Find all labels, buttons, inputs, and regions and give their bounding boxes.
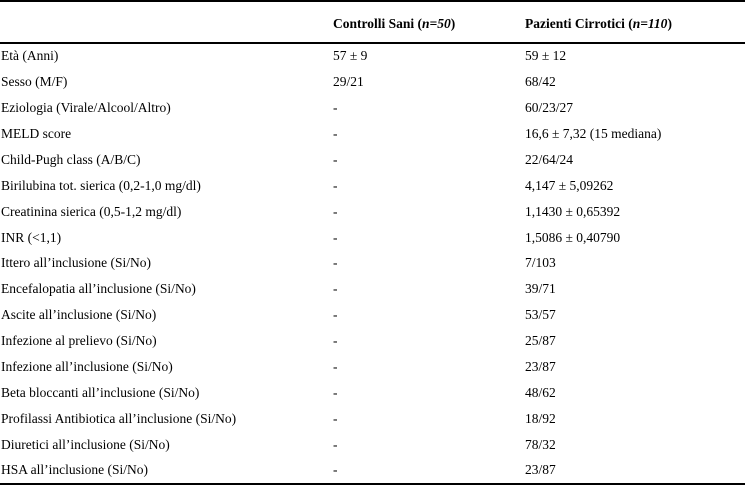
table-row [0, 225, 745, 251]
row-controls-value: - [333, 177, 338, 193]
table-row [0, 354, 745, 380]
patients-n: n=110 [632, 16, 668, 31]
header-cell-controls [333, 1, 525, 43]
row-patients-value: 23/87 [525, 458, 745, 484]
table-row [0, 199, 745, 225]
table-row [0, 147, 745, 173]
table-row [0, 276, 745, 302]
row-label: Creatinina sierica (0,5-1,2 mg/dl) [1, 203, 182, 219]
row-controls-value: - [333, 151, 338, 167]
row-label: Birilubina tot. sierica (0,2-1,0 mg/dl) [1, 177, 201, 193]
row-label: Ittero all’inclusione (Si/No) [1, 255, 151, 271]
controls-n: n=50 [422, 16, 451, 31]
row-controls-value: - [333, 307, 338, 323]
row-controls-value: - [333, 458, 525, 484]
table-row [0, 69, 745, 95]
controls-label: Controlli Sani ( [333, 16, 423, 31]
table-body [0, 43, 745, 484]
table-row [0, 432, 745, 458]
row-label: Encefalopatia all’inclusione (Si/No) [1, 281, 196, 297]
row-patients-value: 1,5086 ± 0,40790 [525, 229, 621, 245]
row-label: INR (<1,1) [1, 229, 62, 245]
row-controls-value: - [333, 125, 338, 141]
row-patients-value: 18/92 [525, 411, 556, 427]
row-label: Profilassi Antibiotica all’inclusione (Si/No) [1, 411, 237, 427]
row-controls-value: - [333, 333, 338, 349]
table-row [0, 380, 745, 406]
table-row [0, 302, 745, 328]
row-controls-value: - [333, 203, 338, 219]
row-controls-value: 29/21 [333, 73, 364, 89]
controls-close: ) [450, 16, 456, 31]
row-controls-value: - [333, 229, 338, 245]
row-label: Diuretici all’inclusione (Si/No) [1, 437, 170, 453]
table-row [0, 406, 745, 432]
row-patients-value: 16,6 ± 7,32 (15 mediana) [525, 125, 662, 141]
row-patients-value: 25/87 [525, 333, 556, 349]
row-patients-value: 48/62 [525, 385, 556, 401]
row-label: Età (Anni) [1, 48, 59, 64]
row-controls-value: - [333, 437, 338, 453]
patients-label: Pazienti Cirrotici ( [525, 16, 633, 31]
header-cell-patients [525, 1, 745, 43]
row-label: Infezione all’inclusione (Si/No) [1, 359, 173, 375]
row-controls-value: - [333, 99, 338, 115]
table-row [0, 251, 745, 277]
table-row [0, 121, 745, 147]
header-cell-empty [0, 1, 333, 43]
row-patients-value: 53/57 [525, 307, 556, 323]
table-row [0, 458, 745, 484]
row-controls-value: - [333, 281, 338, 297]
table-row [0, 43, 745, 69]
row-patients-value: 68/42 [525, 73, 556, 89]
row-patients-value: 23/87 [525, 359, 556, 375]
table-row [0, 328, 745, 354]
row-label: Eziologia (Virale/Alcool/Altro) [1, 99, 171, 115]
row-label: Sesso (M/F) [1, 73, 68, 89]
row-patients-value: 4,147 ± 5,09262 [525, 177, 614, 193]
row-patients-value: 78/32 [525, 437, 556, 453]
row-patients-value: 39/71 [525, 281, 556, 297]
header-row [0, 1, 745, 43]
table-row [0, 173, 745, 199]
row-controls-value: - [333, 411, 338, 427]
row-label: Ascite all’inclusione (Si/No) [1, 307, 157, 323]
row-controls-value: - [333, 359, 338, 375]
row-controls-value: - [333, 385, 338, 401]
patients-close: ) [667, 16, 672, 31]
row-label: Infezione al prelievo (Si/No) [1, 333, 157, 349]
row-patients-value: 59 ± 12 [525, 48, 567, 64]
row-label: Child-Pugh class (A/B/C) [1, 151, 141, 167]
row-patients-value: 7/103 [525, 255, 556, 271]
row-label: HSA all’inclusione (Si/No) [0, 458, 333, 484]
row-controls-value: 57 ± 9 [333, 48, 368, 64]
row-label: MELD score [1, 125, 72, 141]
row-controls-value: - [333, 255, 338, 271]
table-header [0, 1, 745, 43]
table-row [0, 95, 745, 121]
row-label: Beta bloccanti all’inclusione (Si/No) [1, 385, 200, 401]
row-patients-value: 60/23/27 [525, 99, 574, 115]
row-patients-value: 1,1430 ± 0,65392 [525, 203, 621, 219]
row-patients-value: 22/64/24 [525, 151, 574, 167]
